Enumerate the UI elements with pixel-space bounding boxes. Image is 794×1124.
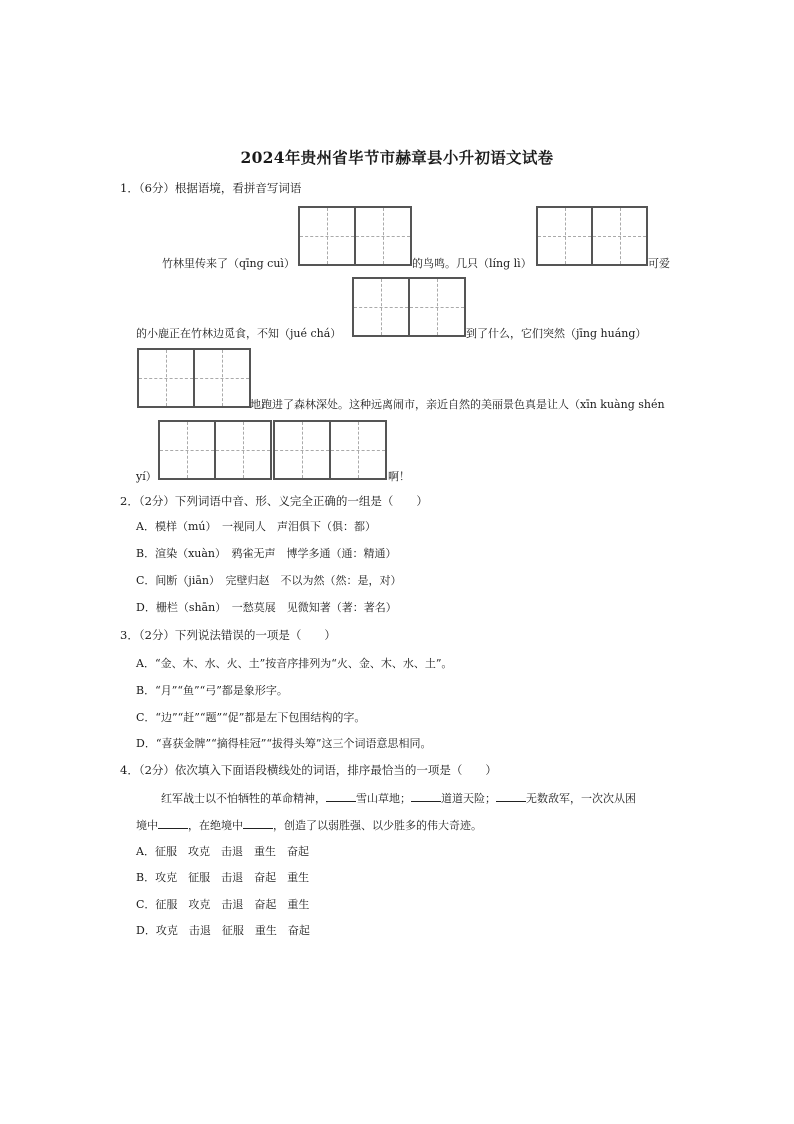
q4-paragraph-line1 (161, 789, 636, 806)
answer-cell[interactable] (216, 422, 270, 478)
answer-box-xinkuang-2[interactable] (273, 420, 387, 480)
answer-box-xinkuang-1[interactable] (158, 420, 272, 480)
answer-box-jinghuang[interactable] (137, 348, 251, 408)
page-title: 2024年贵州省毕节市赫章县小升初语文试卷 (240, 148, 554, 167)
answer-cell[interactable] (275, 422, 331, 478)
q1-text-1b: 的鸟鸣。几只（líng lì） (412, 257, 532, 270)
answer-box-juecha[interactable] (352, 277, 466, 337)
answer-cell[interactable] (356, 208, 410, 264)
q4-text: 境中 (136, 819, 158, 832)
answer-box-qingcui[interactable] (298, 206, 412, 266)
answer-cell[interactable] (354, 279, 410, 335)
q3-header: 3．（2分）下列说法错误的一项是（ ） (120, 628, 336, 642)
q4-option-d[interactable]: D．攻克 击退 征服 重生 奋起 (136, 924, 310, 937)
answer-cell[interactable] (593, 208, 646, 264)
q2-option-a[interactable]: A．模样（mú） 一视同人 声泪俱下（俱：都） (136, 520, 376, 533)
q1-text-4a: yí） (136, 470, 157, 483)
answer-cell[interactable] (410, 279, 464, 335)
answer-box-lingli[interactable] (536, 206, 648, 266)
q2-header: 2．（2分）下列词语中音、形、义完全正确的一组是（ ） (120, 494, 428, 508)
q1-text-2a: 的小鹿正在竹林边觅食，不知（jué chá） (136, 327, 342, 340)
q4-text: 无数敌军，一次次从困 (526, 792, 636, 805)
fill-blank[interactable] (496, 789, 526, 802)
q3-option-a[interactable]: A．“金、木、水、火、土”按音序排列为“火、金、木、水、土”。 (136, 657, 453, 670)
q4-option-b[interactable]: B．攻克 征服 击退 奋起 重生 (136, 871, 310, 884)
q4-text: 道道天险； (441, 792, 496, 805)
q1-text-2b: 到了什么，它们突然（jīng huáng） (466, 327, 647, 340)
q4-paragraph-line2 (136, 816, 482, 833)
q4-header: 4．（2分）依次填入下面语段横线处的词语，排序最恰当的一项是（ ） (120, 763, 497, 777)
q1-header: 1．（6分）根据语境，看拼音写词语 (120, 181, 302, 195)
fill-blank[interactable] (243, 816, 273, 829)
q4-text: ，在绝境中 (188, 819, 243, 832)
q1-text-4b: 啊！ (388, 470, 410, 483)
q1-text-1c: 可爱 (648, 257, 670, 270)
answer-cell[interactable] (300, 208, 356, 264)
q2-option-d[interactable]: D．栅栏（shān） 一愁莫展 见微知著（著：著名） (136, 601, 397, 614)
answer-cell[interactable] (160, 422, 216, 478)
q1-text-3: 地跑进了森林深处。这种远离闹市，亲近自然的美丽景色真是让人（xīn kuàng shén (250, 398, 665, 411)
q1-text-1a: 竹林里传来了（qīng cuì） (162, 257, 295, 270)
q4-text: ，创造了以弱胜强、以少胜多的伟大奇迹。 (273, 819, 482, 832)
answer-cell[interactable] (538, 208, 593, 264)
q4-option-a[interactable]: A．征服 攻克 击退 重生 奋起 (136, 845, 309, 858)
q3-option-b[interactable]: B．“月”“鱼”“弓”都是象形字。 (136, 684, 288, 697)
answer-cell[interactable] (195, 350, 249, 406)
q4-option-c[interactable]: C．征服 攻克 击退 奋起 重生 (136, 898, 310, 911)
q2-option-c[interactable]: C．间断（jiān） 完壁归赵 不以为然（然：是，对） (136, 574, 402, 587)
fill-blank[interactable] (326, 789, 356, 802)
q2-option-b[interactable]: B．渲染（xuàn） 鸦雀无声 博学多通（通：精通） (136, 547, 397, 560)
q4-text: 雪山草地； (356, 792, 411, 805)
answer-cell[interactable] (331, 422, 385, 478)
q3-option-d[interactable]: D．“喜获金牌”“摘得桂冠”“拔得头筹”这三个词语意思相同。 (136, 737, 432, 750)
q4-text: 红军战士以不怕牺牲的革命精神， (161, 792, 326, 805)
fill-blank[interactable] (411, 789, 441, 802)
answer-cell[interactable] (139, 350, 195, 406)
fill-blank[interactable] (158, 816, 188, 829)
q3-option-c[interactable]: C．“边”“赶”“题”“促”都是左下包围结构的字。 (136, 711, 366, 724)
